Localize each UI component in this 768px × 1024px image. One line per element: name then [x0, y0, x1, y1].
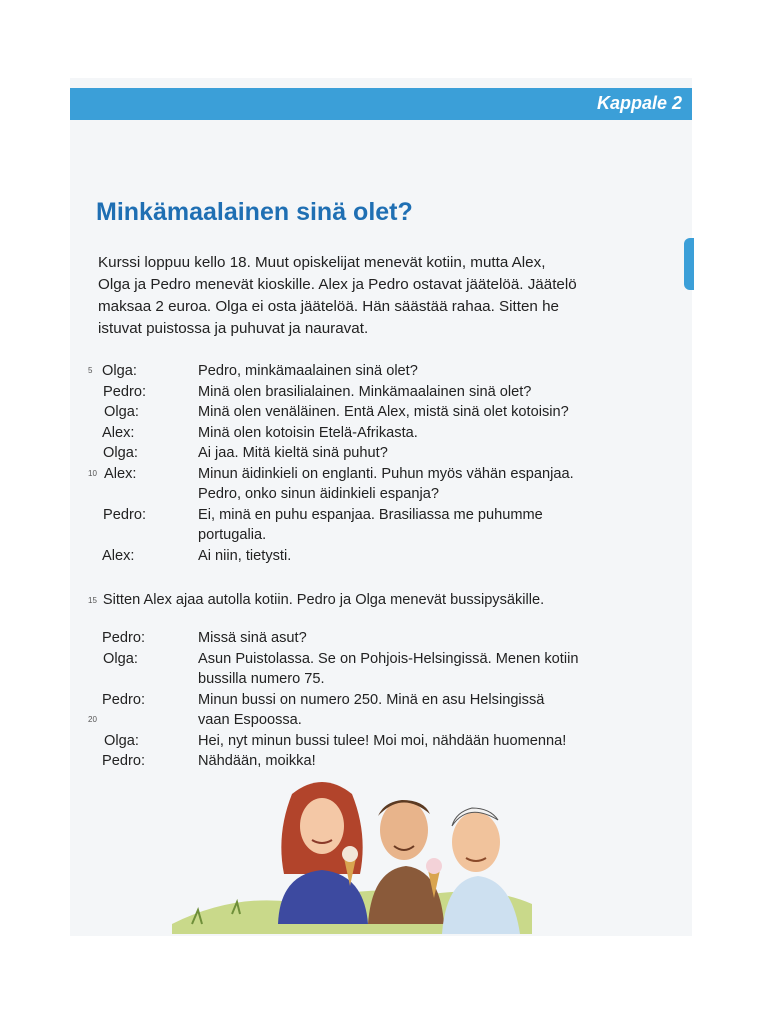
dialogue-line [88, 671, 628, 692]
speech-text: Ai niin, tietysti. [198, 547, 292, 564]
illustration-people-eating-ice-cream [172, 774, 532, 934]
dialogue-line [88, 425, 628, 446]
speech-text: Ai jaa. Mitä kieltä sinä puhut? [198, 445, 388, 461]
speaker-name: Olga: [104, 404, 139, 420]
intro-line: Kurssi loppuu kello 18. Muut opiskelijat menevät kotiin, mutta Alex, [98, 254, 546, 271]
speech-text: Hei, nyt minun bussi tulee! Moi moi, nähdään huomenna! [198, 732, 567, 749]
speech-text: portugalia. [198, 527, 267, 543]
dialogue-line [88, 363, 628, 384]
dialogue-line [88, 466, 628, 487]
dialogue-one [88, 363, 628, 568]
speech-text: bussilla numero 75. [198, 671, 325, 687]
intro-line: maksaa 2 euroa. Olga ei osta jäätelöä. Hän säästää rahaa. Sitten he [98, 298, 559, 315]
speaker-name: Pedro: [102, 753, 145, 769]
dialogue-line [88, 404, 628, 425]
dialogue-line [88, 486, 628, 507]
speaker-name: Alex: [104, 465, 137, 482]
dialogue-line [88, 630, 628, 651]
dialogue-two [88, 630, 628, 774]
speech-text: Ei, minä en puhu espanjaa. Brasiliassa me puhumme [198, 506, 543, 523]
speech-text: Minun bussi on numero 250. Minä en asu Helsingissä [198, 691, 545, 708]
speaker-name: Alex: [102, 547, 135, 564]
speaker-name: Pedro: [102, 691, 145, 708]
dialogue-line [88, 753, 628, 774]
dialogue-line [88, 548, 628, 569]
dialogue-line [88, 507, 628, 528]
speech-text: Minä olen kotoisin Etelä-Afrikasta. [198, 424, 418, 441]
speech-text: Nähdään, moikka! [198, 753, 316, 769]
side-tab [684, 238, 694, 290]
speaker-name: Olga: [103, 650, 138, 667]
intro-line: Olga ja Pedro menevät kioskille. Alex ja Pedro ostavat jäätelöä. Jäätelö [98, 276, 577, 293]
speech-text: Pedro, minkämaalainen sinä olet? [198, 363, 418, 379]
speech-text: Asun Puistolassa. Se on Pohjois-Helsingissä. Menen kotiin [198, 650, 579, 667]
intro-paragraph [98, 252, 618, 340]
speech-text: Missä sinä asut? [198, 630, 307, 646]
narration-text: Sitten Alex ajaa autolla kotiin. Pedro ja Olga menevät bussipysäkille. [102, 592, 545, 608]
dialogue-line [88, 445, 628, 466]
narration [88, 592, 544, 608]
speech-text: Minun äidinkieli on englanti. Puhun myös vähän espanjaa. [198, 465, 574, 482]
dialogue-line [88, 712, 628, 733]
man-right-figure [442, 808, 520, 934]
line-number: 15 [88, 595, 97, 605]
line-number: 20 [88, 715, 97, 724]
chapter-label: Kappale 2 [596, 93, 682, 113]
speaker-name: Pedro: [103, 506, 146, 523]
speaker-name: Pedro: [102, 630, 145, 646]
speaker-name: Alex: [102, 424, 135, 441]
dialogue-line [88, 651, 628, 672]
speech-text: vaan Espoossa. [198, 712, 302, 728]
speaker-name: Olga: [102, 363, 137, 379]
dialogue-line [88, 692, 628, 713]
speaker-name: Olga: [104, 732, 139, 749]
line-number: 5 [88, 366, 93, 375]
speech-text: Pedro, onko sinun äidinkieli espanja? [198, 486, 439, 502]
page-title: Minkämaalainen sinä olet? [96, 198, 413, 226]
dialogue-line [88, 733, 628, 754]
speaker-name: Olga: [103, 445, 138, 461]
line-number: 10 [88, 468, 97, 478]
speech-text: Minä olen brasilialainen. Minkämaalainen sinä olet? [198, 383, 532, 400]
intro-line: istuvat puistossa ja puhuvat ja nauravat. [98, 320, 369, 337]
speech-text: Minä olen venäläinen. Entä Alex, mistä sinä olet kotoisin? [198, 404, 569, 420]
speaker-name: Pedro: [103, 383, 146, 400]
dialogue-line [88, 527, 628, 548]
dialogue-line [88, 384, 628, 405]
